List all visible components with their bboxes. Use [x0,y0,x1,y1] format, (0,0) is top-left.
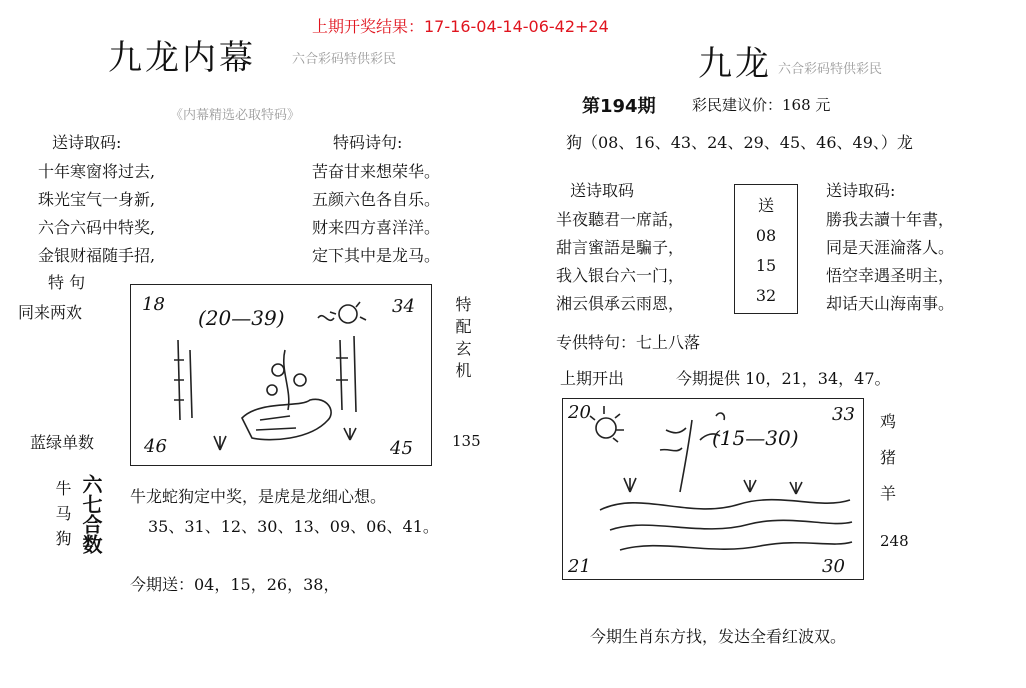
poem-line: 财来四方喜洋洋。 [312,218,441,237]
left-poem [38,158,155,270]
poem-line: 半夜聽君一席話， [556,210,685,229]
right-footer: 今期生肖东方找，发达全看红波双。 [590,627,847,646]
last-open: 上期开出 [560,369,625,388]
poem-line: 十年寒窗将过去, [38,162,156,181]
issue-number: 第194期 [582,96,656,117]
zodiac-column: 牛马狗 [53,480,72,555]
sketch-num-tl: 18 [142,294,165,315]
numbers-line: 35、31、12、30、13、09、06、41。 [148,517,439,536]
sketch-num-bl: 21 [568,556,591,577]
sketch-num-br: 30 [822,556,845,577]
right-poem-heading-2: 送诗取码: [826,181,896,200]
poem-line: 却话天山海南事。 [826,294,955,313]
right-poem-heading: 送诗取码 [570,181,635,200]
left-subtitle: 六合彩码特供彩民 [292,52,397,67]
side-number: 248 [880,532,909,550]
zodiac-item: 鸡 [880,412,897,431]
poem-line: 金银财福随手招, [38,246,156,265]
poem-line: 五颜六色各自乐。 [312,190,441,209]
sketch-num-br: 45 [390,438,413,459]
poem-line: 六合六码中特奖, [38,218,156,237]
special-phrase: 同来两欢 [18,303,83,322]
right-sketch-drawing [570,400,860,576]
sketch-num-tr: 34 [392,296,415,317]
zodiac-line: 牛龙蛇狗定中奖，是虎是龙细心想。 [130,487,387,506]
left-special-heading: 特码诗句: [333,133,403,152]
price: 彩民建议价：168 元 [692,96,831,114]
send-number: 32 [755,286,777,305]
send-box [734,184,798,314]
zodiac-vertical [880,404,896,512]
send-number: 15 [755,256,777,275]
right-subtitle: 六合彩码特供彩民 [778,62,883,77]
liuqi-column: 六七合数 [79,474,103,554]
sketch-range: (20—39) [198,306,285,330]
today-offer: 今期提供 10，21，34，47。 [676,369,891,388]
left-special-poem [312,158,440,270]
special-label: 特 句 [48,273,86,292]
sketch-num-bl: 46 [144,436,167,457]
right-poem-2 [826,206,954,318]
send-number: 08 [755,226,777,245]
left-sketch-drawing [160,300,410,460]
right-poem [556,206,684,318]
left-poem-heading: 送诗取码: [52,133,122,152]
sketch-num-tl: 20 [568,402,591,423]
poem-line: 湘云俱承云雨恩， [556,294,685,313]
poem-line: 苦奋甘来想荣华。 [312,162,441,181]
zodiac-item: 猪 [880,448,897,467]
right-number: 135 [452,432,481,450]
today-send: 今期送：04，15，26，38， [130,575,340,594]
right-vertical: 特配玄机 [453,296,472,384]
sketch-num-tr: 33 [832,404,855,425]
right-special-phrase: 专供特句：七上八落 [556,333,701,352]
right-title: 九龙 [698,44,772,84]
poem-line: 同是天涯淪落人。 [826,238,955,257]
poem-line: 我入银台六一门， [556,266,685,285]
poem-line: 悟空幸遇圣明主， [826,266,955,285]
left-banner: 《内幕精选必取特码》 [170,108,301,123]
poem-line: 勝我去讀十年書， [826,210,955,229]
poem-line: 甜言蜜語是騙子， [556,238,685,257]
lottery-result: 上期开奖结果：17-16-04-14-06-42+24 [312,17,609,36]
send-box-label: 送 [757,196,774,215]
poem-line: 珠光宝气一身新, [38,190,156,209]
sketch-range: (15—30) [712,426,799,450]
dog-line: 狗（08、16、43、24、29、45、46、49、）龙 [566,133,913,152]
poem-line: 定下其中是龙马。 [312,246,441,265]
zodiac-item: 羊 [880,484,897,503]
left-title: 九龙内幕 [108,38,256,78]
color-label: 蓝绿单数 [30,433,95,452]
